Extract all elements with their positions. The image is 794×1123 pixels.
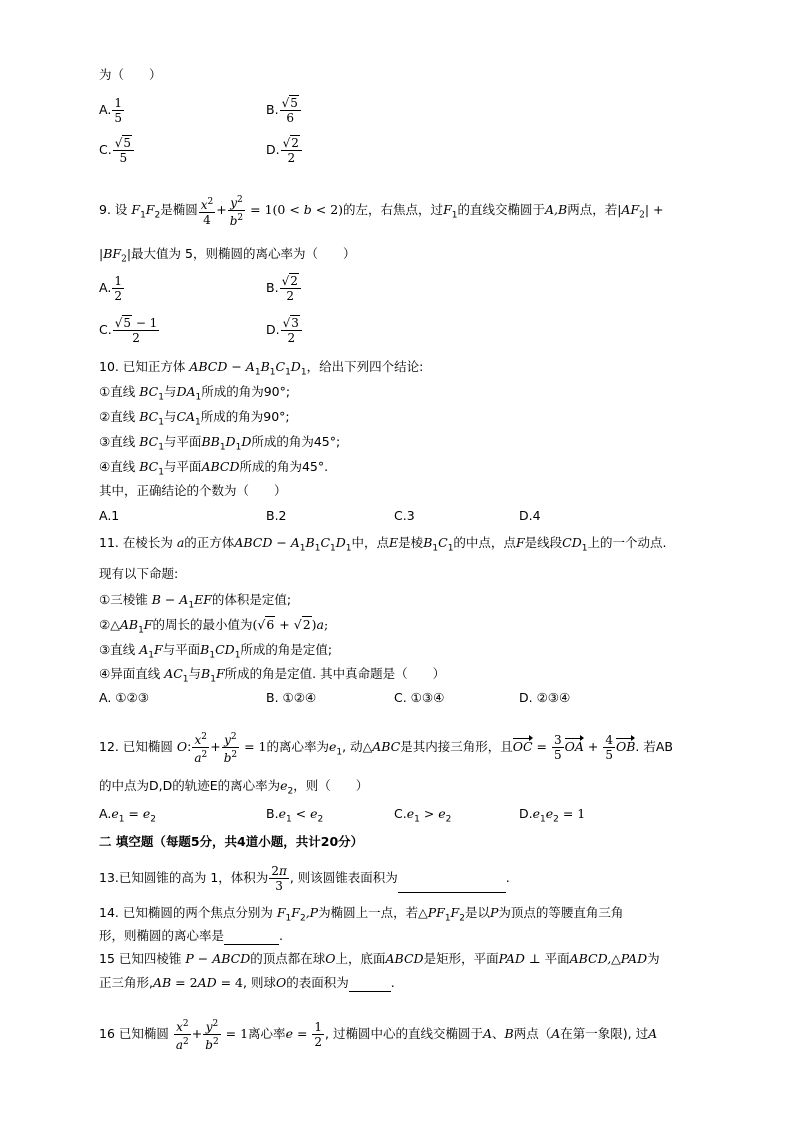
q12-option-b: $B.e_1 < e_2$ (266, 806, 324, 825)
q11-item-2: $②\triangle AB_1F$的周长的最小值为(√6 + √2)a; (99, 617, 329, 636)
q11-stem: 11. 在棱长为 a的正方体ABCD − $A_1B_1C_1D_1$中，点E是棱$B_1C_1$的中点，点F是线段$CD_1$上的一个动点. (99, 535, 667, 554)
q9-option-b: B. $\frac{√2}{2}$ (266, 274, 302, 303)
q11-intro: 现有以下命题: (99, 566, 179, 581)
section-title: 二 填空题（每题5分，共4道小题，共计20分） (99, 834, 364, 849)
q10-question: 其中，正确结论的个数为（ ） (99, 483, 287, 498)
q15: 15 已知四棱锥 P − ABCD的顶点都在球O上，底面ABCD是矩形，平面PAD ⊥ 平面ABCD,△PAD为 (99, 951, 660, 966)
q14: 14. 已知椭圆的两个焦点分别为 $F_1F_2,P$为椭圆上一点，若$\triangle PF_1F_2$是以P为顶点的等腰直角三角 (99, 905, 624, 924)
q12-option-d: $D.e_1e_2 = 1$ (519, 806, 586, 825)
q13: 13.已知圆锥的高为 1，体积为 $\frac{2\pi}{3}$ , 则该圆锥表面积为 . (99, 864, 510, 893)
q10-option-a: A.1 (99, 508, 120, 523)
q16: 16 已知椭圆 $\frac{x^2}{a^2}$ + $\frac{y^2}{b^2}$ = 1离心率e = $\frac{1}{2}$ , 过椭圆中心的直线交椭圆于A、B两点（A在第一象限), 过A (99, 1019, 658, 1052)
q10-option-c: C.3 (394, 508, 415, 523)
q9-option-a: A. $\frac{1}{2}$ (99, 274, 122, 303)
q15-line2: 正三角形,AB = 2AD = 4, 则球O的表面积为 . (99, 975, 395, 990)
q11-option-a: A. ①②③ (99, 690, 149, 705)
q10-item-2: ②直线 $BC_1$与$CA_1$所成的角为90°; (99, 409, 290, 428)
q9-option-c: C. $\frac{√5 - 1}{2}$ (99, 316, 158, 345)
q10-item-3: ③直线 $BC_1$与平面$BB_1D_1D$所成的角为45°; (99, 434, 341, 453)
q9-stem-2: $|BF_2|$最大值为 5，则椭圆的离心率为（ ） (99, 246, 356, 265)
q8-option-d: D. $\frac{√2}{2}$ (266, 136, 303, 165)
q10-stem: 10. 已知正方体 ABCD − $A_1B_1C_1D_1$，给出下列四个结论: (99, 359, 424, 378)
q10-item-4: ④直线 $BC_1$与平面ABCD所成的角为45°. (99, 459, 329, 478)
q8-option-a: A. $\frac{1}{5}$ (99, 96, 122, 125)
q9-stem: 9. 设 $F_1F_2$是椭圆 $\frac{x^2}{4}$ + $\frac{y^2}{b^2}$ = 1(0 < b < 2)的左，右焦点，过$F_1$的直线交椭圆于A,B两点，若$|AF_2|$ + (99, 195, 664, 228)
q12-stem: 12. 已知椭圆 O: $\frac{x^2}{a^2}$ + $\frac{y^2}{b^2}$ = 1的离心率为$e_1$, 动△ABC是其内接三角形，且OC = $\frac{3}{5}$ OA + $\frac{4}{5}$ OB. 若AB (99, 732, 673, 765)
q8-tail: 为（ ） (99, 67, 162, 82)
q14-line2: 形，则椭圆的离心率是 . (99, 928, 283, 943)
q11-option-d: D. ②③④ (519, 690, 571, 705)
q10-option-b: B.2 (266, 508, 287, 523)
q10-option-d: D.4 (519, 508, 541, 523)
q12-option-c: $C.e_1 > e_2$ (394, 806, 452, 825)
q11-option-c: C. ①③④ (394, 690, 445, 705)
q12-stem-2: 的中点为D,D的轨迹E的离心率为$e_2$，则（ ） (99, 778, 369, 797)
q10-item-1: ①直线 $BC_1$与$DA_1$所成的角为90°; (99, 384, 291, 403)
q11-item-4: ④异面直线 $AC_1$与$B_1F$所成的角是定值. 其中真命题是（ ） (99, 666, 446, 685)
q8-option-c: C. $\frac{√5}{5}$ (99, 136, 135, 165)
q9-option-d: D. $\frac{√3}{2}$ (266, 316, 303, 345)
q8-option-b: B. $\frac{√5}{6}$ (266, 96, 302, 125)
q11-option-b: B. ①②④ (266, 690, 317, 705)
q11-item-1: ①三棱锥 $B - A_1EF$的体积是定值; (99, 592, 292, 611)
q11-item-3: ③直线 $A_1F$与平面$B_1CD_1$所成的角是定值; (99, 642, 333, 661)
q12-option-a: $A.e_1 = e_2$ (99, 806, 157, 825)
